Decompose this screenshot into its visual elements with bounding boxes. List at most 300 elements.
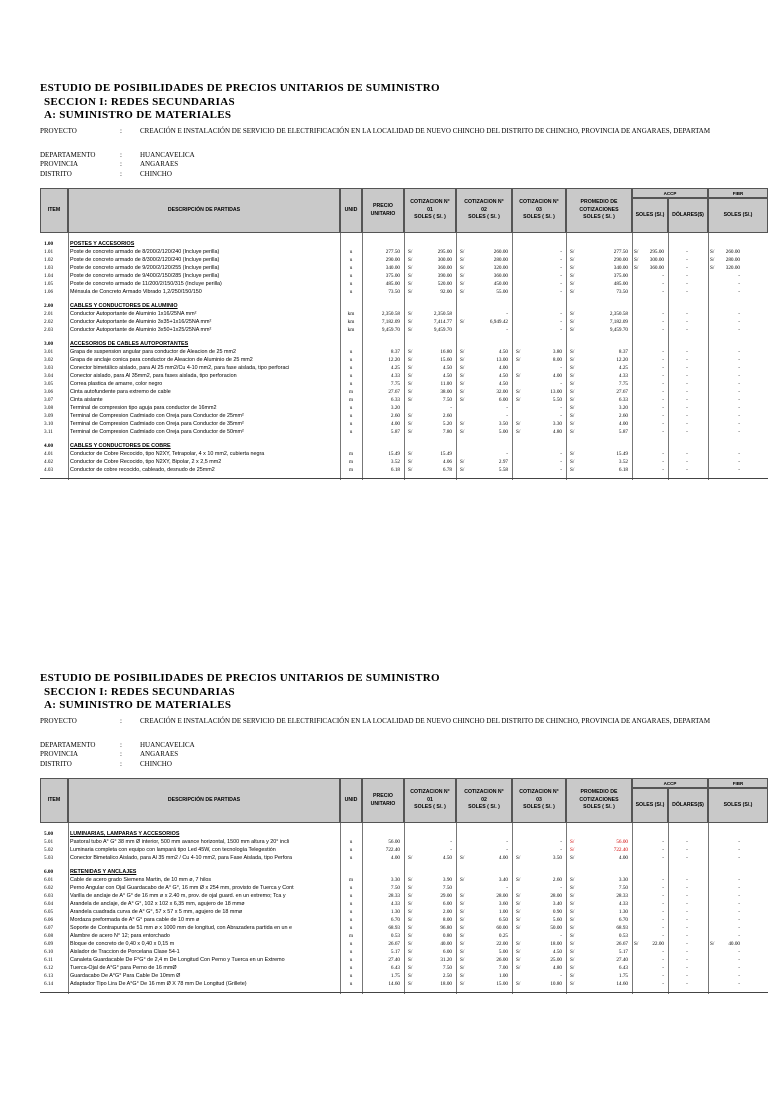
cell-c2: 320.00	[493, 265, 508, 271]
cell-fv: -	[738, 467, 740, 473]
cell-ps: S/	[570, 281, 575, 287]
cell-desc: RETENIDAS Y ANCLAJES	[70, 869, 137, 875]
cell-c2s: S/	[460, 973, 465, 979]
cell-c3: -	[560, 451, 562, 457]
cell-a1: -	[662, 311, 664, 317]
cell-c2: 26.00	[496, 957, 508, 963]
cell-u: u	[349, 405, 353, 411]
cell-c2s: S/	[460, 281, 465, 287]
cell-c1s: S/	[408, 249, 413, 255]
distrito-value: CHINCHO	[140, 170, 172, 178]
cell-item: 3.04	[44, 373, 54, 379]
cell-c2: 6,949.42	[489, 319, 508, 325]
cell-p: 722.40	[385, 847, 400, 853]
cell-desc: Poste de concreto armado de 8/200/2/120/240 (Incluye perilla)	[70, 249, 220, 255]
cell-a1: -	[662, 877, 664, 883]
cell-a2: -	[686, 893, 688, 899]
cell-u: u	[349, 917, 353, 923]
cell-u: u	[349, 885, 353, 891]
cell-u: u	[349, 855, 353, 861]
cell-fv: -	[738, 327, 740, 333]
cell-c3: 8.00	[552, 357, 562, 363]
cell-c3s: S/	[516, 421, 521, 427]
cell-ps: S/	[570, 885, 575, 891]
cell-c2: -	[506, 847, 508, 853]
subsection-title: A: SUMINISTRO DE MATERIALES	[44, 699, 232, 711]
cell-a2: -	[686, 405, 688, 411]
cell-a2: -	[686, 265, 688, 271]
colon: :	[120, 741, 122, 749]
cell-fv: 280.00	[725, 257, 740, 263]
cell-pv: 375.00	[613, 273, 628, 279]
cell-fv: -	[738, 381, 740, 387]
cell-c2s: S/	[460, 949, 465, 955]
cell-c2s: S/	[460, 373, 465, 379]
cell-a2: -	[686, 957, 688, 963]
cell-c3: 0.90	[552, 909, 562, 915]
departamento-value: HUANCAVELICA	[140, 151, 195, 159]
cell-c2: -	[506, 327, 508, 333]
cell-item: 4.02	[44, 459, 54, 465]
cell-item: 5.00	[44, 831, 54, 837]
colon: :	[120, 170, 122, 178]
cell-c2s: S/	[460, 901, 465, 907]
cell-ps: S/	[570, 265, 575, 271]
cell-a1: 360.00	[649, 265, 664, 271]
cell-ps: S/	[570, 941, 575, 947]
cell-item: 6.09	[44, 941, 54, 947]
cell-c1: 15.60	[440, 357, 452, 363]
cell-a1: -	[662, 847, 664, 853]
cell-ps: S/	[570, 429, 575, 435]
cell-desc: Alambre de acero N° 12; para entorchado	[70, 933, 170, 939]
cell-fv: -	[738, 957, 740, 963]
cell-c1s: S/	[408, 289, 413, 295]
cell-item: 3.00	[44, 341, 54, 347]
cell-c3s: S/	[516, 373, 521, 379]
cell-fs: S/	[710, 265, 715, 271]
cell-ps: S/	[570, 981, 575, 987]
cell-c1s: S/	[408, 893, 413, 899]
cell-c1: 8.00	[442, 917, 452, 923]
cell-u: u	[349, 847, 353, 853]
cell-fv: 260.00	[725, 249, 740, 255]
cell-a2: -	[686, 429, 688, 435]
cell-item: 4.03	[44, 467, 54, 473]
cell-fv: 320.00	[725, 265, 740, 271]
cell-desc: Poste de concreto armado de 8/300/2/120/240 (Incluye perilla)	[70, 257, 220, 263]
cell-u: u	[349, 901, 353, 907]
cell-a1: -	[662, 319, 664, 325]
provincia-label: PROVINCIA	[40, 750, 79, 758]
cell-c3: 3.30	[552, 421, 562, 427]
cell-c2: 15.00	[496, 981, 508, 987]
cell-c3: -	[560, 289, 562, 295]
cell-a2: -	[686, 397, 688, 403]
cell-c3: 3.80	[552, 349, 562, 355]
cell-desc: Bloque de concreto de 0,40 x 0,40 x 0,15 m	[70, 941, 175, 947]
cell-u: u	[349, 981, 353, 987]
cell-p: 28.33	[388, 893, 400, 899]
cell-desc: Luminaria completa con equipo con lampará tipo Led 45W, con tecnología Telegestión	[70, 847, 276, 853]
cell-ps: S/	[570, 289, 575, 295]
cell-c3s: S/	[516, 981, 521, 987]
cell-pv: 1.30	[618, 909, 628, 915]
cell-desc: Arandela de anclaje, de A° G°, 102 x 102 x 6,35 mm, agujero de 18 mmø	[70, 901, 245, 907]
accp-soles-header: SOLES (S/.)	[632, 198, 668, 233]
cell-c2: 5.00	[498, 429, 508, 435]
cell-p: 5.87	[390, 429, 400, 435]
cell-desc: Mordaza preformada de A° G° para cable de 10 mm ø	[70, 917, 200, 923]
cell-c1s: S/	[408, 357, 413, 363]
section-title: SECCION I: REDES SECUNDARIAS	[44, 96, 235, 108]
cell-c1: -	[450, 847, 452, 853]
cell-item: 6.01	[44, 877, 54, 883]
cell-a2: -	[686, 949, 688, 955]
cell-p: 3.30	[390, 877, 400, 883]
column-divider	[404, 233, 405, 480]
cell-a2: -	[686, 467, 688, 473]
departamento-label: DEPARTAMENTO	[40, 151, 96, 159]
cell-desc: POSTES Y ACCESORIOS	[70, 241, 135, 247]
cell-c2s: S/	[460, 909, 465, 915]
cell-fs: S/	[710, 257, 715, 263]
cell-pv: 73.50	[616, 289, 628, 295]
cell-c2: -	[506, 405, 508, 411]
cell-a2: -	[686, 965, 688, 971]
cell-pv: 56.00	[616, 839, 628, 845]
cell-p: 73.50	[388, 289, 400, 295]
col-cotizacion-03-header: COTIZACION N° 03 SOLES ( S/. )	[512, 778, 566, 823]
cell-c3: -	[560, 249, 562, 255]
cell-c2s: S/	[460, 877, 465, 883]
cell-item: 2.00	[44, 303, 54, 309]
cell-c1s: S/	[408, 949, 413, 955]
col-cotizacion-03-header: COTIZACION N° 03 SOLES ( S/. )	[512, 188, 566, 233]
cell-a2: -	[686, 451, 688, 457]
cell-desc: CABLES Y CONDUCTORES DE COBRE	[70, 443, 171, 449]
accp-header: ACCP	[632, 778, 708, 788]
cell-fv: -	[738, 885, 740, 891]
cell-c2: 6.00	[498, 397, 508, 403]
cell-c1: 7.50	[442, 965, 452, 971]
colon: :	[120, 760, 122, 768]
cell-fv: -	[738, 289, 740, 295]
cell-c3: -	[560, 381, 562, 387]
fibr-header: FIBR	[708, 778, 768, 788]
table-bottom-border	[40, 992, 768, 993]
cell-a1: -	[662, 373, 664, 379]
cell-c2: 32.00	[496, 389, 508, 395]
doc-title: ESTUDIO DE POSIBILIDADES DE PRECIOS UNITARIOS DE SUMINISTRO	[40, 672, 440, 684]
cell-c1: 4.06	[442, 459, 452, 465]
cell-c3: 3.40	[552, 901, 562, 907]
cell-u: u	[349, 349, 353, 355]
cell-a1: -	[662, 365, 664, 371]
cell-desc: Perno Angular con Ojal Guardacabo de A° G°, 16 mm Ø x 254 mm, provisto de Tuerca y Cont	[70, 885, 294, 891]
cell-c2s: S/	[460, 981, 465, 987]
cell-ps: S/	[570, 901, 575, 907]
cell-item: 6.07	[44, 925, 54, 931]
column-divider	[456, 233, 457, 480]
cell-c2: 4.50	[498, 349, 508, 355]
cell-fv: -	[738, 847, 740, 853]
cell-a2: -	[686, 349, 688, 355]
fibr-soles-header: SOLES (S/.)	[708, 788, 768, 823]
cell-a1: -	[662, 281, 664, 287]
proyecto-value: CREACIÓN E INSTALACIÓN DE SERVICIO DE ELECTRIFICACIÓN EN LA LOCALIDAD DE NUEVO CHINCHO DEL DISTRITO DE CHINCHO, PROVINCIA DE ANGARAES, DEPARTAM	[140, 717, 711, 725]
col-promedio-header: PROMEDIO DE COTIZACIONES SOLES ( S/. )	[566, 188, 632, 233]
cell-pv: 2.60	[618, 413, 628, 419]
cell-c1s: S/	[408, 413, 413, 419]
cell-desc: Terminal de compresion tipo aguja para conductor de 16mm2	[70, 405, 217, 411]
cell-c2s: S/	[460, 349, 465, 355]
cell-a1s: S/	[634, 257, 639, 263]
fibr-soles-header: SOLES (S/.)	[708, 198, 768, 233]
cell-p: 485.00	[385, 281, 400, 287]
accp-dolares-header: DÓLARES($)	[668, 788, 708, 823]
cell-p: 3.20	[390, 405, 400, 411]
col-cotizacion-01-header: COTIZACION N° 01 SOLES ( S/. )	[404, 188, 456, 233]
cell-u: km	[347, 327, 355, 333]
proyecto-value: CREACIÓN E INSTALACIÓN DE SERVICIO DE ELECTRIFICACIÓN EN LA LOCALIDAD DE NUEVO CHINCHO DEL DISTRITO DE CHINCHO, PROVINCIA DE ANGARAES, DEPARTAM	[140, 127, 711, 135]
cell-desc: Cinta autofundente para extremo de cable	[70, 389, 171, 395]
cell-u: u	[349, 421, 353, 427]
cell-pv: 28.33	[616, 893, 628, 899]
cell-c2: -	[506, 451, 508, 457]
cell-c1s: S/	[408, 901, 413, 907]
cell-desc: Cinta aislante	[70, 397, 103, 403]
cell-desc: Poste de concreto armado de 11/200/2/150/315 (Incluye perilla)	[70, 281, 222, 287]
cell-ps: S/	[570, 397, 575, 403]
fibr-header: FIBR	[708, 188, 768, 198]
cell-item: 3.07	[44, 397, 54, 403]
provincia-value: ANGARAES	[140, 750, 179, 758]
cell-c2: 28.00	[496, 893, 508, 899]
cell-a2: -	[686, 933, 688, 939]
cell-desc: Terminal de Compresion Cadmiado con Oreja para Conductor de 25mm²	[70, 413, 244, 419]
cell-c3s: S/	[516, 949, 521, 955]
cell-ps: S/	[570, 257, 575, 263]
cell-pv: 6.70	[618, 917, 628, 923]
cell-c3s: S/	[516, 909, 521, 915]
cell-item: 6.13	[44, 973, 54, 979]
cell-item: 3.06	[44, 389, 54, 395]
cell-a2: -	[686, 281, 688, 287]
cell-item: 1.02	[44, 257, 54, 263]
cell-u: m	[348, 459, 354, 465]
cell-c3: 3.50	[552, 855, 562, 861]
cell-c3: -	[560, 467, 562, 473]
cell-fv: -	[738, 311, 740, 317]
cell-c2: -	[506, 885, 508, 891]
cell-u: km	[347, 319, 355, 325]
col-cotizacion-02-header: COTIZACION N° 02 SOLES ( S/. )	[456, 778, 512, 823]
cell-pv: 7.50	[618, 885, 628, 891]
cell-pv: 68.93	[616, 925, 628, 931]
cell-a1: -	[662, 901, 664, 907]
cell-ps: S/	[570, 467, 575, 473]
cell-desc: Pastoral tubo A° G° 38 mm Ø interior, 500 mm avance horizontal, 1500 mm altura y 20° incli	[70, 839, 290, 845]
cell-c3s: S/	[516, 357, 521, 363]
cell-c3s: S/	[516, 877, 521, 883]
price-table	[40, 188, 768, 528]
doc-title: ESTUDIO DE POSIBILIDADES DE PRECIOS UNITARIOS DE SUMINISTRO	[40, 82, 440, 94]
cell-desc: Guardacabo De A°G° Para Cable De 10mm Ø	[70, 973, 181, 979]
cell-c3: -	[560, 365, 562, 371]
cell-a1s: S/	[634, 265, 639, 271]
cell-a2: -	[686, 917, 688, 923]
cell-item: 3.11	[44, 429, 53, 435]
cell-a1: -	[662, 273, 664, 279]
departamento-value: HUANCAVELICA	[140, 741, 195, 749]
cell-c1: 38.00	[440, 389, 452, 395]
cell-desc: Arandela cuadrada curva de A° G°, 57 x 57 x 5 mm, agujero de 18 mmø	[70, 909, 243, 915]
subsection-title: A: SUMINISTRO DE MATERIALES	[44, 109, 232, 121]
cell-a1: -	[662, 405, 664, 411]
cell-ps: S/	[570, 957, 575, 963]
cell-u: u	[349, 941, 353, 947]
cell-u: m	[348, 389, 354, 395]
column-divider	[456, 823, 457, 994]
cell-c2s: S/	[460, 289, 465, 295]
cell-p: 4.33	[390, 373, 400, 379]
distrito-value: CHINCHO	[140, 760, 172, 768]
section-title: SECCION I: REDES SECUNDARIAS	[44, 686, 235, 698]
cell-a1: -	[662, 357, 664, 363]
cell-c1s: S/	[408, 917, 413, 923]
cell-ps: S/	[570, 917, 575, 923]
cell-c2: 55.00	[496, 289, 508, 295]
cell-a2: -	[686, 421, 688, 427]
cell-c2s: S/	[460, 397, 465, 403]
cell-c1: 40.00	[440, 941, 452, 947]
cell-desc: Varilla de anclaje de A° G° de 16 mm ø x 2.40 m, prov. de ojal guard. en un extremo; Tca y	[70, 893, 286, 899]
cell-c1s: S/	[408, 327, 413, 333]
cell-item: 4.01	[44, 451, 54, 457]
cell-p: 6.43	[390, 965, 400, 971]
cell-c1: 18.00	[440, 981, 452, 987]
cell-pv: 485.00	[613, 281, 628, 287]
cell-c2: 280.00	[493, 257, 508, 263]
cell-ps: S/	[570, 933, 575, 939]
cell-pv: 12.20	[616, 357, 628, 363]
cell-p: 14.60	[388, 981, 400, 987]
distrito-label: DISTRITO	[40, 170, 72, 178]
cell-c2: 22.00	[496, 941, 508, 947]
cell-c1: 300.00	[437, 257, 452, 263]
cell-c2: 450.00	[493, 281, 508, 287]
cell-c3: -	[560, 847, 562, 853]
cell-fv: -	[738, 429, 740, 435]
cell-c1: 6.00	[442, 949, 452, 955]
cell-c1: 7.80	[442, 429, 452, 435]
cell-c2: 4.50	[498, 381, 508, 387]
cell-ps: S/	[570, 365, 575, 371]
cell-item: 1.00	[44, 241, 54, 247]
cell-a2: -	[686, 257, 688, 263]
cell-a2: -	[686, 289, 688, 295]
cell-a2: -	[686, 839, 688, 845]
cell-fv: -	[738, 349, 740, 355]
proyecto-label: PROYECTO	[40, 717, 77, 725]
cell-pv: 8.37	[618, 349, 628, 355]
cell-u: u	[349, 357, 353, 363]
cell-a2: -	[686, 459, 688, 465]
column-divider	[362, 233, 363, 480]
cell-p: 375.00	[385, 273, 400, 279]
cell-c2: 3.40	[498, 877, 508, 883]
cell-u: u	[349, 893, 353, 899]
cell-item: 1.04	[44, 273, 54, 279]
cell-item: 6.14	[44, 981, 54, 987]
cell-c1: 2.60	[442, 413, 452, 419]
column-divider	[632, 823, 633, 994]
cell-c3: 5.60	[552, 917, 562, 923]
cell-c1s: S/	[408, 365, 413, 371]
cell-c1s: S/	[408, 885, 413, 891]
cell-c3s: S/	[516, 965, 521, 971]
cell-a1: -	[662, 429, 664, 435]
cell-c2s: S/	[460, 957, 465, 963]
colon: :	[120, 127, 122, 135]
cell-u: u	[349, 949, 353, 955]
cell-p: 340.00	[385, 265, 400, 271]
column-divider	[566, 823, 567, 994]
cell-c1s: S/	[408, 965, 413, 971]
cell-desc: LUMINARIAS, LAMPARAS Y ACCESORIOS	[70, 831, 180, 837]
cell-ps: S/	[570, 949, 575, 955]
col-precio-unitario-header: PRECIO UNITARIO	[362, 188, 404, 233]
cell-desc: Aislador de Traccion de Porcelana Clase 54-1	[70, 949, 180, 955]
cell-c1: 520.00	[437, 281, 452, 287]
cell-c2s: S/	[460, 925, 465, 931]
cell-c1s: S/	[408, 381, 413, 387]
cell-pv: 7,182.09	[609, 319, 628, 325]
cell-c3: 10.80	[550, 981, 562, 987]
cell-pv: 340.00	[613, 265, 628, 271]
cell-c1: 6.00	[442, 901, 452, 907]
cell-c3: -	[560, 265, 562, 271]
cell-p: 9,459.70	[381, 327, 400, 333]
cell-c3s: S/	[516, 429, 521, 435]
cell-c3s: S/	[516, 901, 521, 907]
colon: :	[120, 750, 122, 758]
cell-u: m	[348, 467, 354, 473]
cell-pv: 4.25	[618, 365, 628, 371]
cell-item: 3.05	[44, 381, 54, 387]
cell-p: 68.93	[388, 925, 400, 931]
cell-c2: 3.60	[498, 901, 508, 907]
cell-ps: S/	[570, 389, 575, 395]
cell-a1: -	[662, 459, 664, 465]
cell-c1: 31.20	[440, 957, 452, 963]
cell-c2s: S/	[460, 265, 465, 271]
cell-c3: 2.60	[552, 877, 562, 883]
cell-c3: 5.50	[552, 397, 562, 403]
cell-item: 6.03	[44, 893, 54, 899]
column-divider	[668, 823, 669, 994]
cell-a1: -	[662, 965, 664, 971]
cell-c2: 60.00	[496, 925, 508, 931]
cell-c1s: S/	[408, 981, 413, 987]
col-unid-header: UNID	[340, 778, 362, 823]
cell-item: 2.02	[44, 319, 54, 325]
cell-p: 6.70	[390, 917, 400, 923]
cell-fv: -	[738, 373, 740, 379]
cell-u: u	[349, 381, 353, 387]
cell-a1: -	[662, 981, 664, 987]
